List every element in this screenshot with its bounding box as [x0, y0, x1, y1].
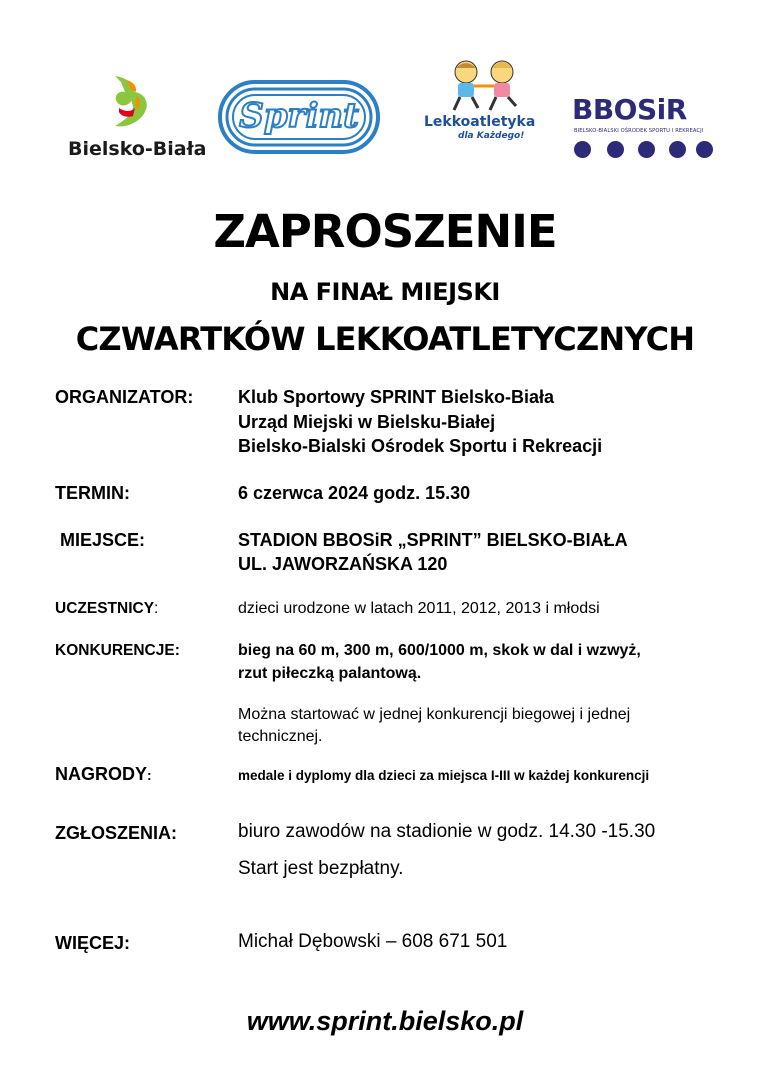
participants-label-colon: :	[154, 600, 159, 617]
prizes-label-text: NAGRODY	[55, 764, 148, 784]
lekkoatletyka-logo-subtitle: dla Każdego!	[458, 131, 525, 141]
date-label: TERMIN:	[55, 483, 130, 503]
bbosir-logo-subtitle: BIELSKO-BIALSKI OŚRODEK SPORTU I REKREACJI	[574, 128, 704, 134]
participants-value: dzieci urodzone w latach 2011, 2012, 2013 i młodsi	[238, 600, 600, 617]
date-value: 6 czerwca 2024 godz. 15.30	[238, 483, 471, 503]
registration-note: Start jest bezpłatny.	[238, 858, 404, 879]
runner-icon	[574, 141, 591, 158]
prizes-label	[55, 762, 152, 787]
prizes-value: medale i dyplomy dla dzieci za miejsca I-III w każdej konkurencji	[238, 768, 650, 783]
website-link[interactable]: www.sprint.bielsko.pl	[246, 1006, 524, 1036]
page-title: ZAPROSZENIE	[213, 205, 557, 258]
bielsko-biala-logo	[60, 72, 207, 167]
registration-label: ZGŁOSZENIA:	[55, 823, 177, 843]
prizes-label-colon: :	[147, 767, 152, 783]
participants-label	[55, 598, 158, 620]
bielsko-biala-emblem-icon	[107, 72, 153, 130]
more-info-label: WIĘCEJ:	[55, 933, 131, 953]
bbosir-logo	[572, 93, 717, 168]
venue-label: MIEJSCE:	[60, 530, 146, 550]
bielsko-biala-logo-text: Bielsko-Biała	[68, 138, 207, 160]
events-line-1: bieg na 60 m, 300 m, 600/1000 m, skok w dal i wzwyż,	[238, 642, 641, 659]
children-runners-icon	[442, 58, 528, 114]
organizer-line-2: Urząd Miejski w Bielsku-Białej	[238, 412, 496, 432]
organizer-line-1: Klub Sportowy SPRINT Bielsko-Biała	[238, 387, 555, 407]
lekkoatletyka-logo-title: Lekkoatletyka	[424, 114, 536, 130]
organizer-label: ORGANIZATOR:	[55, 387, 194, 407]
events-note-line-2: technicznej.	[238, 728, 323, 745]
skater-icon	[607, 141, 624, 158]
event-name: CZWARTKÓW LEKKOATLETYCZNYCH	[75, 320, 695, 358]
page-subtitle: NA FINAŁ MIEJSKI	[270, 278, 500, 306]
more-info-value: Michał Dębowski – 608 671 501	[238, 931, 508, 952]
venue-line-1: STADION BBOSiR „SPRINT” BIELSKO-BIAŁA	[238, 530, 628, 550]
venue-line-2: UL. JAWORZAŃSKA 120	[238, 554, 448, 574]
sport-icons-row	[574, 141, 714, 161]
sprint-logo	[218, 80, 380, 154]
lekkoatletyka-logo	[422, 58, 547, 148]
organizer-line-3: Bielsko-Bialski Ośrodek Sportu i Rekreacji	[238, 436, 603, 456]
events-label: KONKURENCJE:	[55, 642, 180, 659]
events-line-2: rzut piłeczką palantową.	[238, 665, 422, 682]
registration-value: biuro zawodów na stadionie w godz. 14.30 -15.30	[238, 821, 656, 842]
skier-icon	[696, 141, 713, 158]
participants-label-text: UCZESTNICY	[55, 600, 155, 617]
events-note-line-1: Można startować w jednej konkurencji biegowej i jednej	[238, 706, 631, 723]
sprint-logo-text: Sprint	[239, 96, 359, 136]
swimmer-icon	[669, 141, 686, 158]
ball-player-icon	[638, 141, 655, 158]
bbosir-logo-title: BBOSiR	[572, 93, 687, 126]
